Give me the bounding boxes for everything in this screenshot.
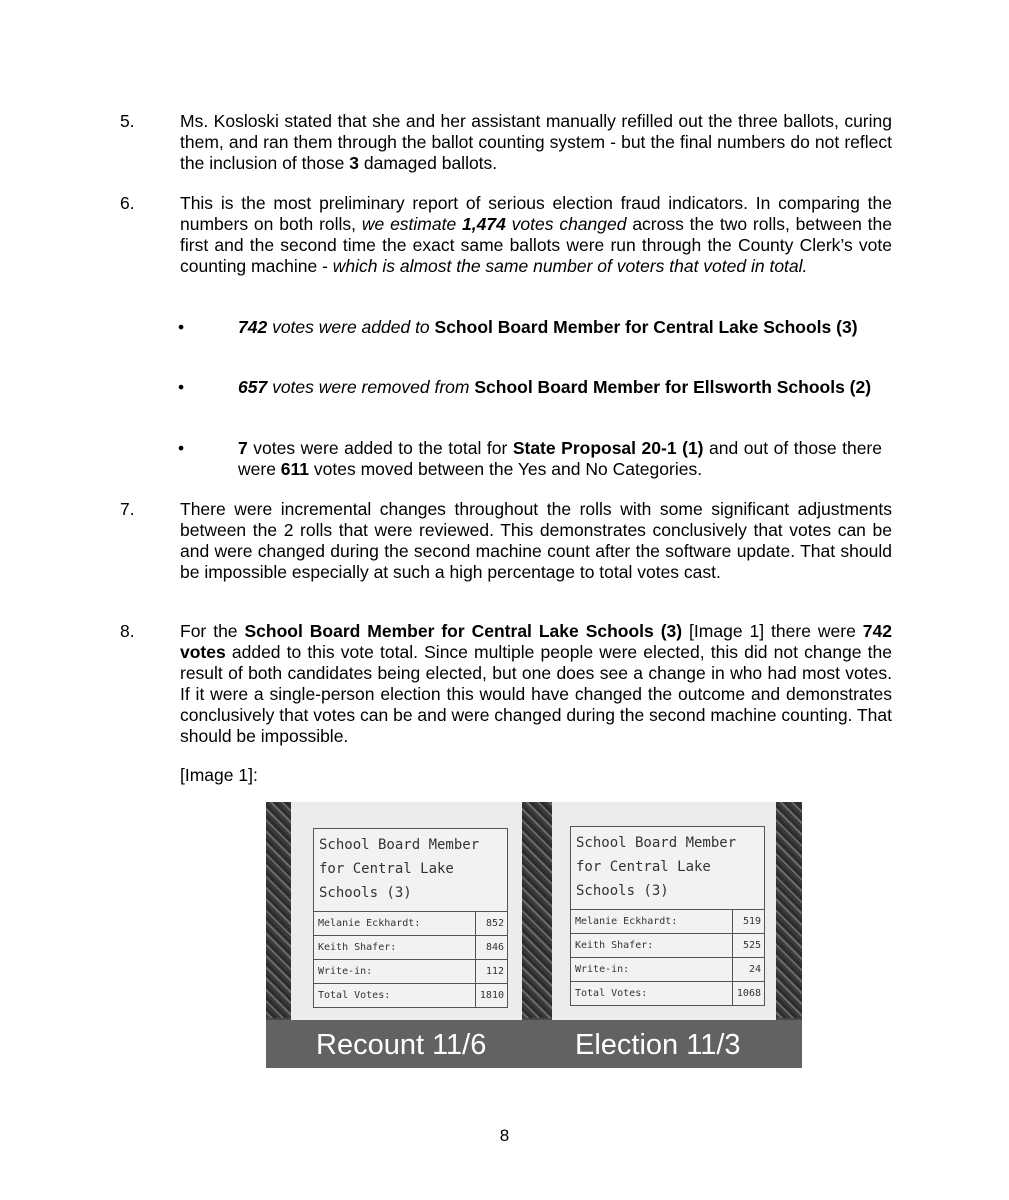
receipt-title: School Board Member for Central Lake Schools (3) [576,835,737,899]
bullet-text: 742 votes were added to School Board Member for Central Lake Schools (3) [238,317,858,337]
tally-row: Total Votes: 1810 [314,983,507,1007]
paragraph-number: 8. [120,621,135,641]
tally-row: Melanie Eckhardt: 852 [314,911,507,935]
paragraph-7 [120,499,892,583]
bullet-dot: • [178,438,185,458]
carpet-background [522,802,552,1018]
bullet-dot: • [178,317,185,337]
paragraph-text: There were incremental changes throughout the rolls with some significant adjustments between the 2 rolls that were reviewed. This demonstrates conclusively that votes can be and were changed during the second machine count after the software update. That should be impossible especially at such a high percentage to total votes cast. [180,499,892,582]
recount-label: Recount 11/6 [316,1029,487,1061]
paragraph-text: For the School Board Member for Central Lake Schools (3) [Image 1] there were 742 votes added to this vote total. Since multiple people were elected, this did not change the result of both candidates being elected, but one does see a change in who had most votes. If it were a single-person election this would have changed the outcome and demonstrates conclusively that votes can be and were changed during the second machine counting. That should be impossible. [180,621,892,746]
tally-table [570,826,765,1006]
photo-label-band [266,1020,802,1068]
tally-row: Total Votes: 1068 [571,981,764,1005]
paragraph-number: 6. [120,193,135,213]
page-number: 8 [499,1126,510,1145]
paragraph-number: 7. [120,499,135,519]
tally-row: Write-in: 112 [314,959,507,983]
tally-row: Melanie Eckhardt: 519 [571,909,764,933]
paragraph-8 [120,621,892,747]
bullet-item [178,377,882,398]
paragraph-text: This is the most preliminary report of serious election fraud indicators. In comparing the numbers on both rolls, we estimate 1,474 votes changed across the two rolls, between the first and the second time the exact same ballots were run through the County Clerk’s vote counting machine - which is almost the same number of voters that voted in total. [180,193,892,276]
tally-row: Keith Shafer: 846 [314,935,507,959]
tally-row: Keith Shafer: 525 [571,933,764,957]
tally-table [313,828,508,1008]
carpet-background [776,802,802,1018]
paragraph-number: 5. [120,111,135,131]
bullet-text: 657 votes were removed from School Board Member for Ellsworth Schools (2) [238,377,872,397]
paragraph-text: Ms. Kosloski stated that she and her assistant manually refilled out the three ballots, curing them, and ran them through the ballot counting system - but the final numbers do not reflect the inclusion of those 3 damaged ballots. [180,111,892,173]
receipt-left [291,802,522,1020]
image-caption: [Image 1]: [180,765,258,785]
receipt-title: School Board Member for Central Lake Schools (3) [319,837,480,901]
bullet-item [178,438,882,480]
election-label: Election 11/3 [575,1029,741,1061]
paragraph-6 [120,193,892,277]
paragraph-5 [120,111,892,174]
tally-row: Write-in: 24 [571,957,764,981]
bullet-text: 7 votes were added to the total for State Proposal 20-1 (1) and out of those there were 611 votes moved between the Yes and No Categories. [238,438,882,479]
receipt-right [552,802,776,1020]
bullet-item [178,317,882,338]
receipt-photo [266,802,802,1068]
carpet-background [266,802,291,1018]
bullet-dot: • [178,377,185,397]
